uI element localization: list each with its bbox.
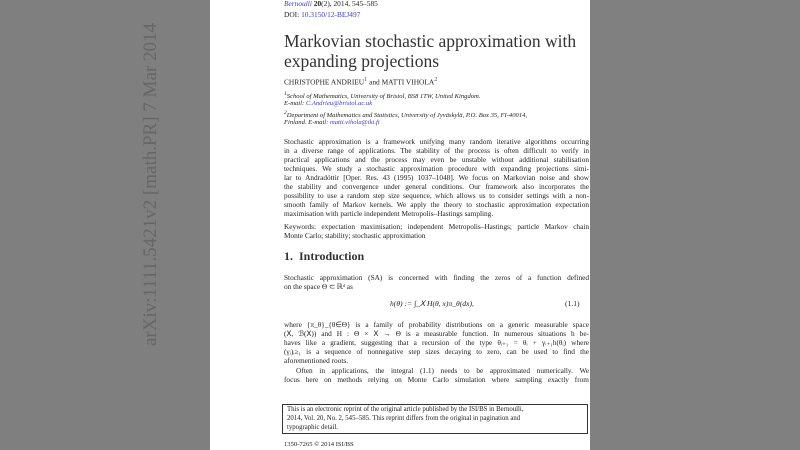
abstract-line: practical applications and the process may even be unstable without additional stabilisation [284,155,589,164]
and: and [367,77,382,87]
author-2-sup: 2 [434,77,438,83]
body-line: aforementioned roots. [284,356,349,365]
section-title: Introduction [299,249,365,263]
viewer-background [590,0,800,450]
copyright-footer: 1350-7265 © 2014 ISI/BS [284,441,354,448]
affiliation-1-text: School of Mathematics, University of Bristol, BS8 1TW, United Kingdom. [286,93,481,101]
email-1-link[interactable]: C.Andrieu@bristol.ac.uk [305,100,373,107]
paper-title-line-1: Markovian stochastic approximation with [284,31,577,51]
email-1-line [284,100,372,107]
body-line: Stochastic approximation (SA) is concerned with finding the zeros of a function defined [284,273,589,282]
author-2: MATTI VIHOLA [381,77,435,87]
email-2-link[interactable]: matti.vihola@iki.fi [329,119,380,126]
abstract-line: possibility to use a random step size sequence, which allows us to consider settings with a non- [284,191,589,200]
abstract-line: the stability and convergence under general conditions. Our framework also incorporates the [284,182,589,191]
arxiv-stamp: arXiv:1111.5421v2 [math.PR] 7 Mar 2014 [140,23,161,346]
issue-pages: (2), 2014, 545–585 [321,0,378,8]
equation-1-1: h(θ) := ∫_𝖷 H(θ, x)π_θ(dx), [390,299,474,308]
reprint-line: typographic detail. [287,424,338,431]
affiliation-2-text-b: Finland. E-mail: [284,119,329,126]
doi-label: DOI: [284,10,300,19]
affiliation-2-text: Department of Mathematics and Statistics, University of Jyväskylä, P.O. Box 35, FI-40014, [286,112,528,120]
keywords-line: Monte Carlo; stability; stochastic approximation [284,231,426,240]
author-1-sup: 1 [364,77,368,83]
email-label: E-mail: [284,100,305,107]
abstract-line: maximisation with particle independent Metropolis–Hastings sampling. [284,209,494,218]
body-line: where {π_θ}_{θ∈Θ} is a family of probability distributions on a generic measurable space [284,320,589,329]
abstract-line: in a diverse range of applications. The stability of the process is often difficult to verify in [284,146,589,155]
reprint-line: This is an electronic reprint of the original article published by the ISI/BS in Bernoulli, [287,406,524,413]
body-line: Often in applications, the integral (1.1) needs to be approximated numerically. We [296,366,589,375]
paper-page [210,0,590,450]
keywords-line: Keywords: expectation maximisation; independent Metropolis–Hastings; particle Markov chain [284,222,589,231]
doi-link[interactable]: 10.3150/12-BEJ497 [301,10,361,19]
journal-link[interactable]: Bernoulli [284,0,312,8]
section-heading [284,249,364,264]
reprint-line: 2014, Vol. 20, No. 2, 545–585. This reprint differs from the original in pagination and [287,415,521,422]
body-line: (γᵢ)ᵢ≥₁ is a sequence of nonnegative step sizes decaying to zero, can be used to find the [284,347,589,356]
equation-label: (1.1) [565,299,580,308]
doi-line [284,10,360,19]
abstract-line: techniques. We study a stochastic approximation procedure with expanding projections simi- [284,164,589,173]
affiliation-1: $^1$School of Mathematics, University of Bristol, BS8 1TW, United Kingdom. [284,91,481,101]
section-number: 1. [284,249,293,263]
abstract-line: Stochastic approximation is a framework unifying many random iterative algorithms occurring [284,137,589,146]
abstract-line: smooth family of Markov kernels. We apply the theory to stochastic approximation expectation [284,200,589,209]
abstract-line: lar to Andradóttir [Oper. Res. 43 (1995) 1037–1048]. We focus on Markovian noise and show [284,173,589,182]
author-1: CHRISTOPHE ANDRIEU [284,77,365,87]
volume: 20 [313,0,322,8]
authors [284,77,437,86]
body-line: (𝖷, ℬ(𝖷)) and H : Θ × 𝖷 → Θ is a measurable function. In numerous situations h be- [284,329,589,338]
journal-citation [284,0,378,8]
body-line: haves like a gradient, suggesting that a recursion of the type θᵢ₊₁ = θᵢ + γᵢ₊₁h(θᵢ) where [284,338,589,347]
body-line: on the space Θ ⊂ ℝᵈ as [284,282,353,291]
email-2-line [284,119,380,126]
paper-title-line-2: expanding projections [284,51,440,71]
affiliation-2: $^2$Department of Mathematics and Statistics, University of Jyväskylä, P.O. Box 35, FI-40014, [284,110,528,120]
reprint-notice-box [282,404,588,434]
body-line: focus here on methods relying on Monte Carlo simulation where sampling exactly from [284,375,589,384]
